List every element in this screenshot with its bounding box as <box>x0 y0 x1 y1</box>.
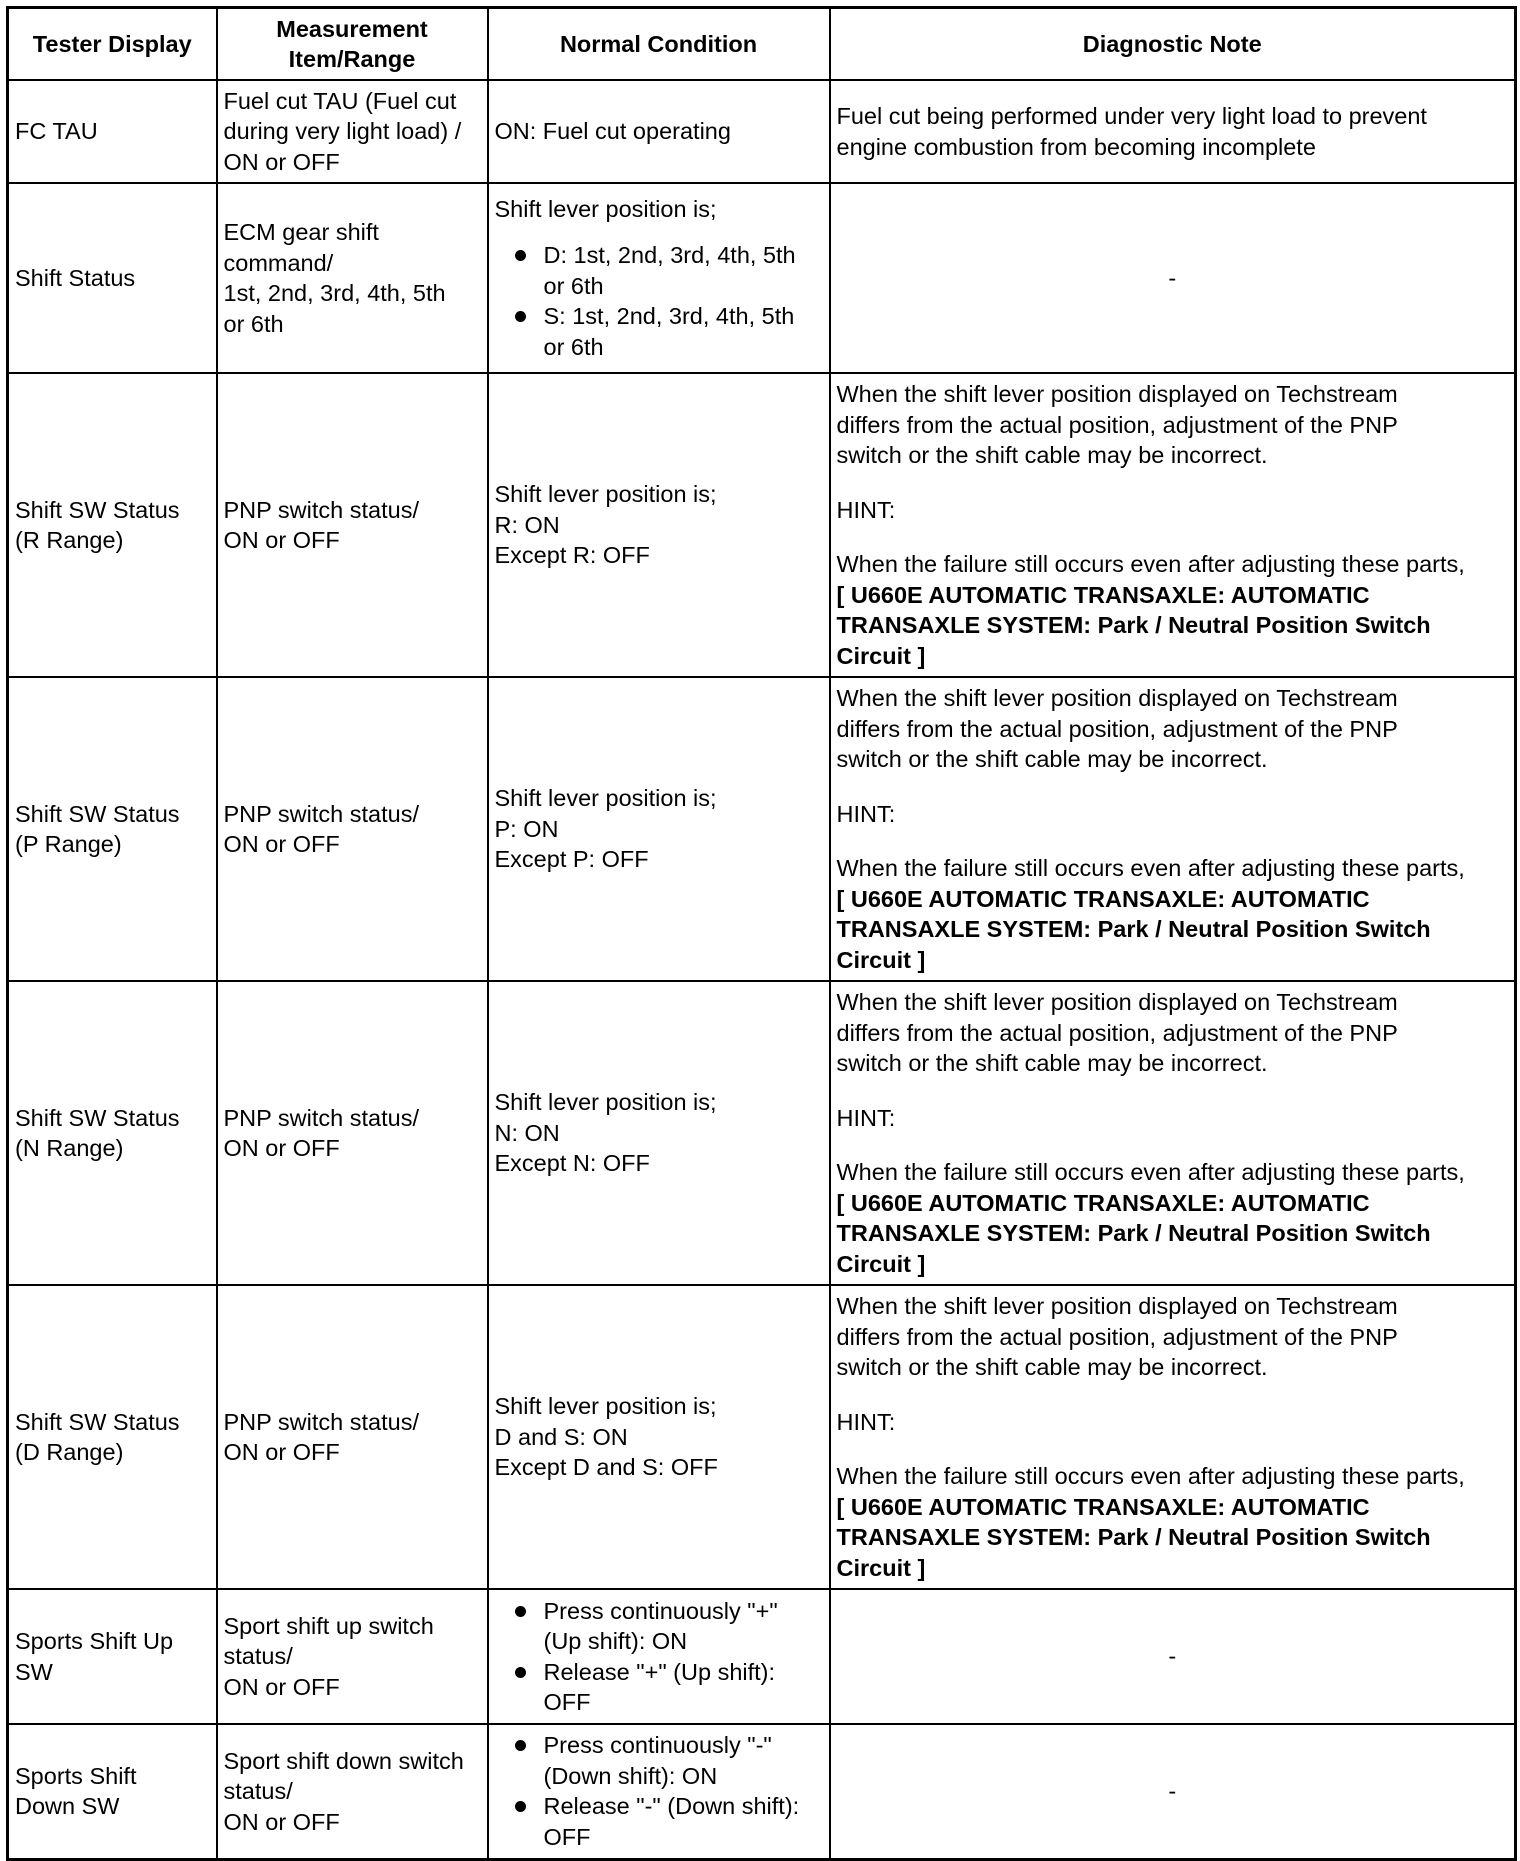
normal-condition-cell <box>488 981 830 1285</box>
cell-line: differs from the actual position, adjustment of the PNP <box>836 715 1398 742</box>
cell-line: Press continuously "-" <box>543 1732 772 1759</box>
table-row <box>8 1724 1516 1859</box>
cell-line: (Up shift): ON <box>543 1628 688 1654</box>
cell-line: Shift lever position is; <box>494 195 717 222</box>
cell-line: (R Range) <box>15 527 124 553</box>
cell-line: D: 1st, 2nd, 3rd, 4th, 5th <box>543 242 796 269</box>
spacer <box>837 775 1509 799</box>
measurement-cell <box>217 80 488 183</box>
cell-line: Shift SW Status <box>15 800 180 827</box>
cell-line: 1st, 2nd, 3rd, 4th, 5th <box>223 280 446 306</box>
measurement-cell <box>217 1285 488 1589</box>
bullet-icon <box>515 1606 526 1617</box>
measurement-cell <box>217 1724 488 1859</box>
cell-line: switch or the shift cable may be incorrect. <box>836 1354 1268 1380</box>
cell-line: N: ON <box>494 1119 560 1146</box>
cell-line: When the failure still occurs even after adjusting these parts, <box>836 1463 1465 1489</box>
cell-line: When the failure still occurs even after adjusting these parts, <box>836 855 1465 881</box>
hint-label: HINT: <box>836 1408 896 1435</box>
header-tester-display: Tester Display <box>8 8 217 81</box>
cell-line: (Down shift): ON <box>543 1762 718 1789</box>
tester-display-cell <box>8 981 217 1285</box>
diagnostic-note-cell: - <box>830 183 1516 373</box>
normal-condition-cell <box>488 1589 830 1724</box>
list-item <box>495 240 823 301</box>
list-item <box>495 1730 823 1791</box>
cell-line: Press continuously "+" <box>543 1597 778 1624</box>
bullet-icon <box>515 1801 526 1812</box>
table-row <box>8 373 1516 677</box>
cell-line: Except P: OFF <box>494 846 649 873</box>
cell-line: (N Range) <box>15 1135 124 1161</box>
cell-line: ECM gear shift <box>223 219 379 245</box>
spacer <box>837 471 1509 495</box>
cell-line: SW <box>15 1658 53 1685</box>
cell-line: Shift lever position is; <box>494 1393 717 1420</box>
cell-line: or 6th <box>223 310 284 337</box>
hint-label: HINT: <box>836 1104 896 1131</box>
normal-condition-cell <box>488 373 830 677</box>
measurement-cell <box>217 183 488 373</box>
cell-line: Shift SW Status <box>15 496 180 523</box>
table-row <box>8 1589 1516 1724</box>
cell-line: Except R: OFF <box>494 542 650 569</box>
cell-line: When the shift lever position displayed on Techstream <box>836 685 1398 711</box>
cell-line: P: ON <box>494 815 559 842</box>
spacer <box>837 525 1509 549</box>
cell-line: ON: Fuel cut operating <box>494 118 731 145</box>
cell-line: OFF <box>543 1689 591 1715</box>
cell-line: Down SW <box>15 1793 120 1820</box>
list-item <box>495 1657 823 1718</box>
cell-line: ON or OFF <box>223 1673 340 1700</box>
diagnostic-note-cell: - <box>830 1589 1516 1724</box>
spacer <box>837 1383 1509 1407</box>
spacer <box>837 1079 1509 1103</box>
cell-line: differs from the actual position, adjustment of the PNP <box>836 411 1398 438</box>
diagnostic-note-cell: - <box>830 1724 1516 1859</box>
reference-link[interactable]: Circuit ] <box>836 1250 926 1277</box>
cell-line: differs from the actual position, adjustment of the PNP <box>836 1019 1398 1046</box>
header-row <box>8 8 1516 81</box>
cell-line: Except N: OFF <box>494 1150 650 1177</box>
cell-line: or 6th <box>543 333 604 360</box>
bullet-list <box>495 240 823 362</box>
normal-condition-cell <box>488 1285 830 1589</box>
reference-link[interactable]: [ U660E AUTOMATIC TRANSAXLE: AUTOMATIC <box>836 1189 1370 1216</box>
cell-line: Release "+" (Up shift): <box>543 1658 776 1685</box>
cell-line: When the shift lever position displayed on Techstream <box>836 381 1398 407</box>
cell-line: ON or OFF <box>223 1135 340 1161</box>
cell-line: Fuel cut TAU (Fuel cut <box>223 87 457 114</box>
diagnostic-note-cell <box>830 981 1516 1285</box>
cell-line: PNP switch status/ <box>223 496 419 523</box>
cell-line: FC TAU <box>15 118 98 145</box>
measurement-cell <box>217 677 488 981</box>
tester-display-cell <box>8 80 217 183</box>
table-row <box>8 677 1516 981</box>
cell-line: Sport shift down switch <box>223 1747 464 1774</box>
diagnostic-table <box>6 6 1517 1861</box>
measurement-cell <box>217 1589 488 1724</box>
header-normal-condition: Normal Condition <box>488 8 830 81</box>
diagnostic-note-cell <box>830 373 1516 677</box>
cell-line: Shift SW Status <box>15 1104 180 1131</box>
tester-display-cell <box>8 183 217 373</box>
diagnostic-note-cell <box>830 80 1516 183</box>
reference-link[interactable]: Circuit ] <box>836 1554 926 1581</box>
header-measurement <box>217 8 488 81</box>
list-item <box>495 1596 823 1657</box>
header-diagnostic-note: Diagnostic Note <box>830 8 1516 81</box>
cell-line: Shift Status <box>15 264 136 291</box>
cell-line: engine combustion from becoming incomplete <box>836 133 1316 160</box>
spacer <box>837 1133 1509 1157</box>
tester-display-cell <box>8 1589 217 1724</box>
cell-line: PNP switch status/ <box>223 800 419 827</box>
header-measurement-line: Measurement <box>276 15 428 42</box>
tester-display-cell <box>8 677 217 981</box>
tester-display-cell <box>8 373 217 677</box>
normal-condition-cell <box>488 677 830 981</box>
cell-line: Sports Shift <box>15 1762 137 1789</box>
reference-link[interactable]: TRANSAXLE SYSTEM: Park / Neutral Position Switch <box>836 612 1431 638</box>
cell-line: ON or OFF <box>223 148 340 175</box>
cell-line: Shift lever position is; <box>494 481 717 508</box>
cell-line: Shift SW Status <box>15 1408 180 1435</box>
cell-line: R: ON <box>494 511 560 538</box>
diagnostic-note-cell <box>830 1285 1516 1589</box>
reference-link[interactable]: [ U660E AUTOMATIC TRANSAXLE: AUTOMATIC <box>836 885 1370 912</box>
cell-line: When the shift lever position displayed on Techstream <box>836 1293 1398 1319</box>
table-row <box>8 80 1516 183</box>
spacer <box>837 829 1509 853</box>
cell-line: ON or OFF <box>223 1439 340 1465</box>
header-measurement-line: Item/Range <box>288 46 416 72</box>
reference-link[interactable]: [ U660E AUTOMATIC TRANSAXLE: AUTOMATIC <box>836 1493 1370 1520</box>
cell-line: (D Range) <box>15 1439 124 1465</box>
cell-line: switch or the shift cable may be incorrect. <box>836 746 1268 772</box>
tester-display-cell <box>8 1285 217 1589</box>
cell-line: When the shift lever position displayed on Techstream <box>836 989 1398 1015</box>
diagnostic-note-cell <box>830 677 1516 981</box>
cell-line: ON or OFF <box>223 831 340 857</box>
cell-line: When the failure still occurs even after adjusting these parts, <box>836 1159 1465 1185</box>
cell-line: S: 1st, 2nd, 3rd, 4th, 5th <box>543 303 795 330</box>
bullet-icon <box>515 1667 526 1678</box>
normal-condition-cell <box>488 1724 830 1859</box>
table-row <box>8 183 1516 373</box>
bullet-list <box>495 1596 823 1718</box>
hint-label: HINT: <box>836 496 896 523</box>
cell-line: status/ <box>223 1643 293 1670</box>
bullet-icon <box>515 311 526 322</box>
cell-line: When the failure still occurs even after adjusting these parts, <box>836 551 1465 577</box>
list-item <box>495 301 823 362</box>
reference-link[interactable]: Circuit ] <box>836 642 926 669</box>
cell-line: switch or the shift cable may be incorrect. <box>836 1050 1268 1076</box>
cell-line: PNP switch status/ <box>223 1104 419 1131</box>
cell-line: command/ <box>223 249 334 276</box>
reference-link[interactable]: [ U660E AUTOMATIC TRANSAXLE: AUTOMATIC <box>836 581 1370 608</box>
reference-link[interactable]: Circuit ] <box>836 946 926 973</box>
cell-line: (P Range) <box>15 831 122 857</box>
cell-line: Shift lever position is; <box>494 1089 717 1116</box>
cell-line: Fuel cut being performed under very light load to prevent <box>836 103 1427 129</box>
cell-line: ON or OFF <box>223 527 340 553</box>
tester-display-cell <box>8 1724 217 1859</box>
measurement-cell <box>217 373 488 677</box>
cell-line: Shift lever position is; <box>494 785 717 812</box>
bullet-icon <box>515 250 526 261</box>
reference-link[interactable]: TRANSAXLE SYSTEM: Park / Neutral Position Switch <box>836 1524 1431 1550</box>
cell-line: PNP switch status/ <box>223 1408 419 1435</box>
hint-label: HINT: <box>836 800 896 827</box>
table-row <box>8 1285 1516 1589</box>
cell-line: Sports Shift Up <box>15 1628 174 1654</box>
cell-line: Except D and S: OFF <box>494 1454 718 1481</box>
cell-line: switch or the shift cable may be incorrect. <box>836 442 1268 468</box>
bullet-icon <box>515 1740 526 1751</box>
normal-condition-cell <box>488 183 830 373</box>
cell-line: during very light load) / <box>223 118 462 145</box>
spacer <box>495 224 823 240</box>
cell-line: ON or OFF <box>223 1808 340 1835</box>
cell-line: OFF <box>543 1823 591 1850</box>
cell-line: differs from the actual position, adjustment of the PNP <box>836 1323 1398 1350</box>
list-item <box>495 1791 823 1852</box>
cell-line: status/ <box>223 1778 293 1804</box>
cell-line: Sport shift up switch <box>223 1612 434 1639</box>
normal-condition-cell <box>488 80 830 183</box>
cell-line: Release "-" (Down shift): <box>543 1793 800 1820</box>
bullet-list <box>495 1730 823 1852</box>
spacer <box>837 1437 1509 1461</box>
cell-line: or 6th <box>543 272 604 299</box>
reference-link[interactable]: TRANSAXLE SYSTEM: Park / Neutral Position Switch <box>836 916 1431 942</box>
reference-link[interactable]: TRANSAXLE SYSTEM: Park / Neutral Position Switch <box>836 1220 1431 1246</box>
cell-line: D and S: ON <box>494 1423 628 1450</box>
measurement-cell <box>217 981 488 1285</box>
table-row <box>8 981 1516 1285</box>
